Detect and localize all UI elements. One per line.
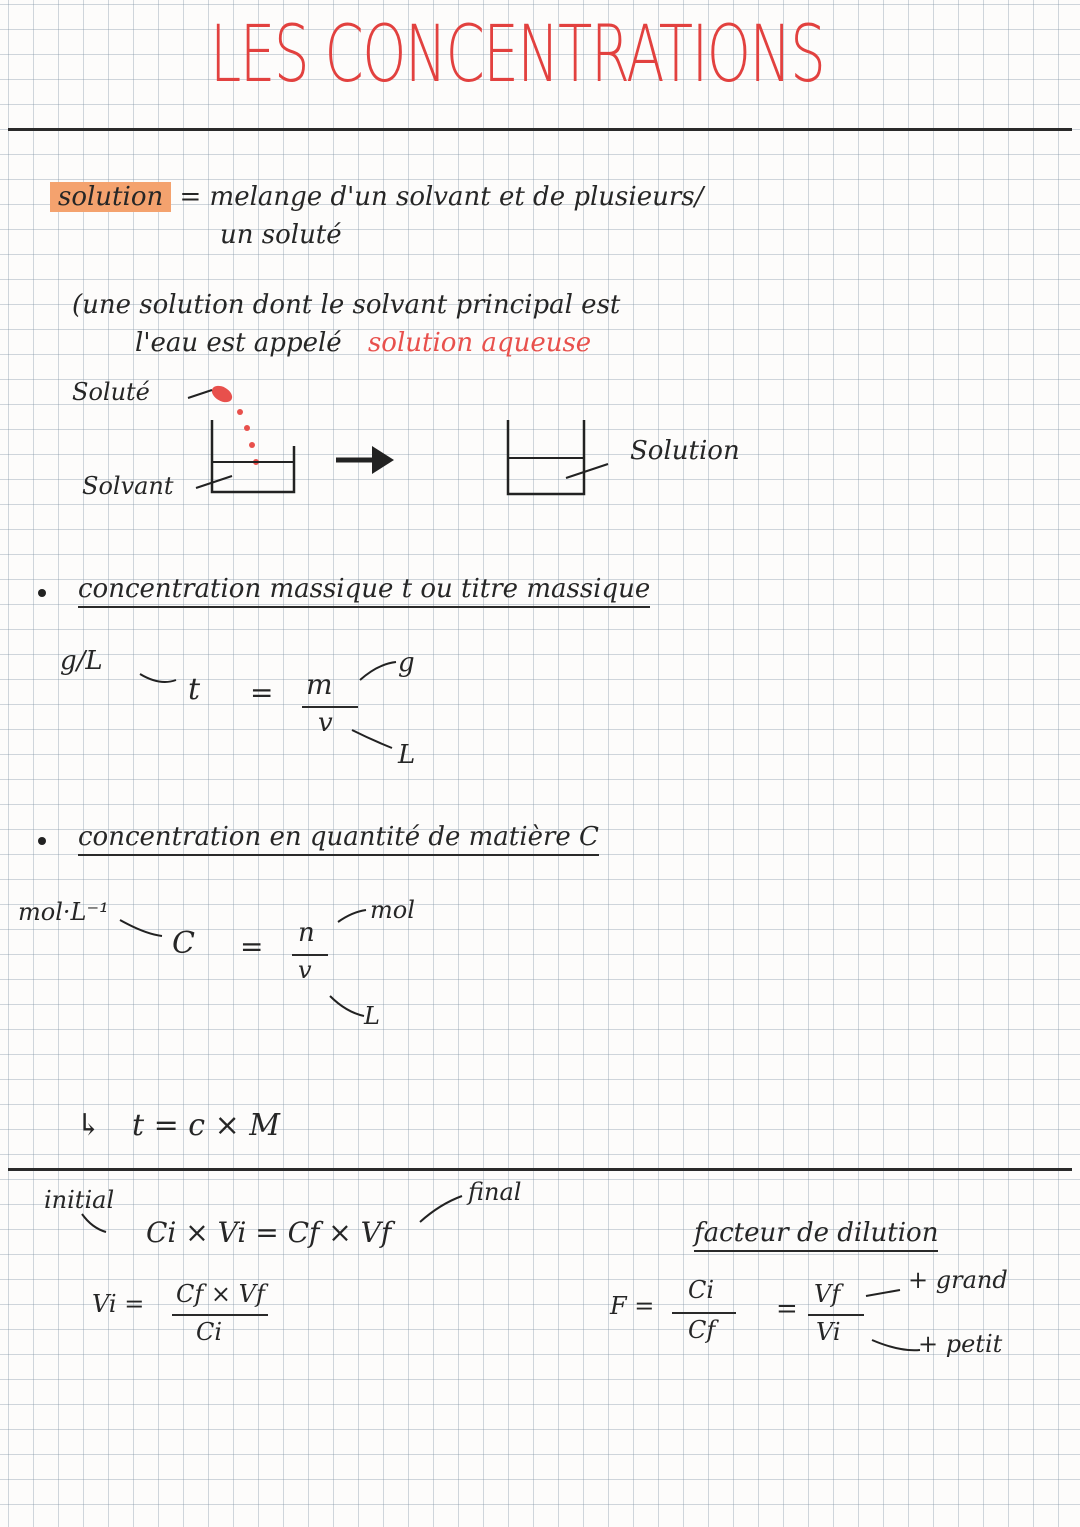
unit-moll: mol·L⁻¹	[18, 898, 109, 926]
definition-text-line1: melange d'un solvant et de plusieurs/	[209, 182, 704, 212]
f2-denominator: Vi	[816, 1318, 841, 1346]
label-final: final	[468, 1178, 522, 1206]
fraction-bar	[808, 1314, 864, 1316]
relation-arrow-icon: ↳	[76, 1108, 102, 1143]
label-solution: Solution	[630, 436, 740, 466]
unit-l: L	[364, 1002, 380, 1030]
label-bigger: + grand	[908, 1266, 1008, 1294]
denominator-v: v	[298, 956, 312, 984]
denominator-v: v	[318, 708, 333, 738]
vi-numerator: Cf × Vf	[176, 1280, 265, 1308]
symbol-t: t	[188, 672, 201, 707]
heading-massique: concentration massique t ou titre massique	[78, 574, 650, 608]
equals-massique: =	[250, 676, 274, 709]
numerator-n: n	[298, 918, 315, 948]
unit-mol: mol	[370, 896, 415, 924]
relation-formula: t = c × M	[132, 1108, 280, 1143]
f-label: F =	[610, 1292, 655, 1320]
unit-g: g	[398, 648, 415, 678]
unit-gl: g/L	[60, 646, 103, 676]
heading-quantite: concentration en quantité de matière C	[78, 822, 599, 856]
fraction-bar	[672, 1312, 736, 1314]
label-solvant: Solvant	[82, 472, 174, 500]
dilution-formula: Ci × Vi = Cf × Vf	[146, 1216, 392, 1249]
note-highlight: solution aqueuse	[367, 328, 592, 358]
definition-equals: =	[179, 182, 202, 212]
equals-quantite: =	[240, 930, 264, 963]
page-title: LES CONCENTRATIONS	[210, 10, 825, 100]
symbol-c: C	[172, 926, 195, 961]
factor-heading: facteur de dilution	[694, 1218, 938, 1252]
equals-f2: =	[776, 1294, 798, 1324]
definition-term: solution	[50, 182, 171, 212]
definition-text-line2: un soluté	[220, 220, 342, 250]
label-initial: initial	[44, 1186, 115, 1214]
vi-label: Vi =	[92, 1290, 145, 1318]
f2-numerator: Vf	[814, 1280, 841, 1308]
fraction-bar	[172, 1314, 268, 1316]
vi-denominator: Ci	[196, 1318, 223, 1346]
label-smaller: + petit	[918, 1330, 1003, 1358]
label-solute: Soluté	[72, 378, 150, 406]
unit-l: L	[398, 740, 416, 770]
f-numerator: Ci	[688, 1276, 715, 1304]
note-line1: (une solution dont le solvant principal est	[72, 290, 621, 320]
f-denominator: Cf	[688, 1316, 716, 1344]
numerator-m: m	[306, 668, 333, 701]
note-line2-prefix: l'eau est appelé	[135, 328, 342, 358]
